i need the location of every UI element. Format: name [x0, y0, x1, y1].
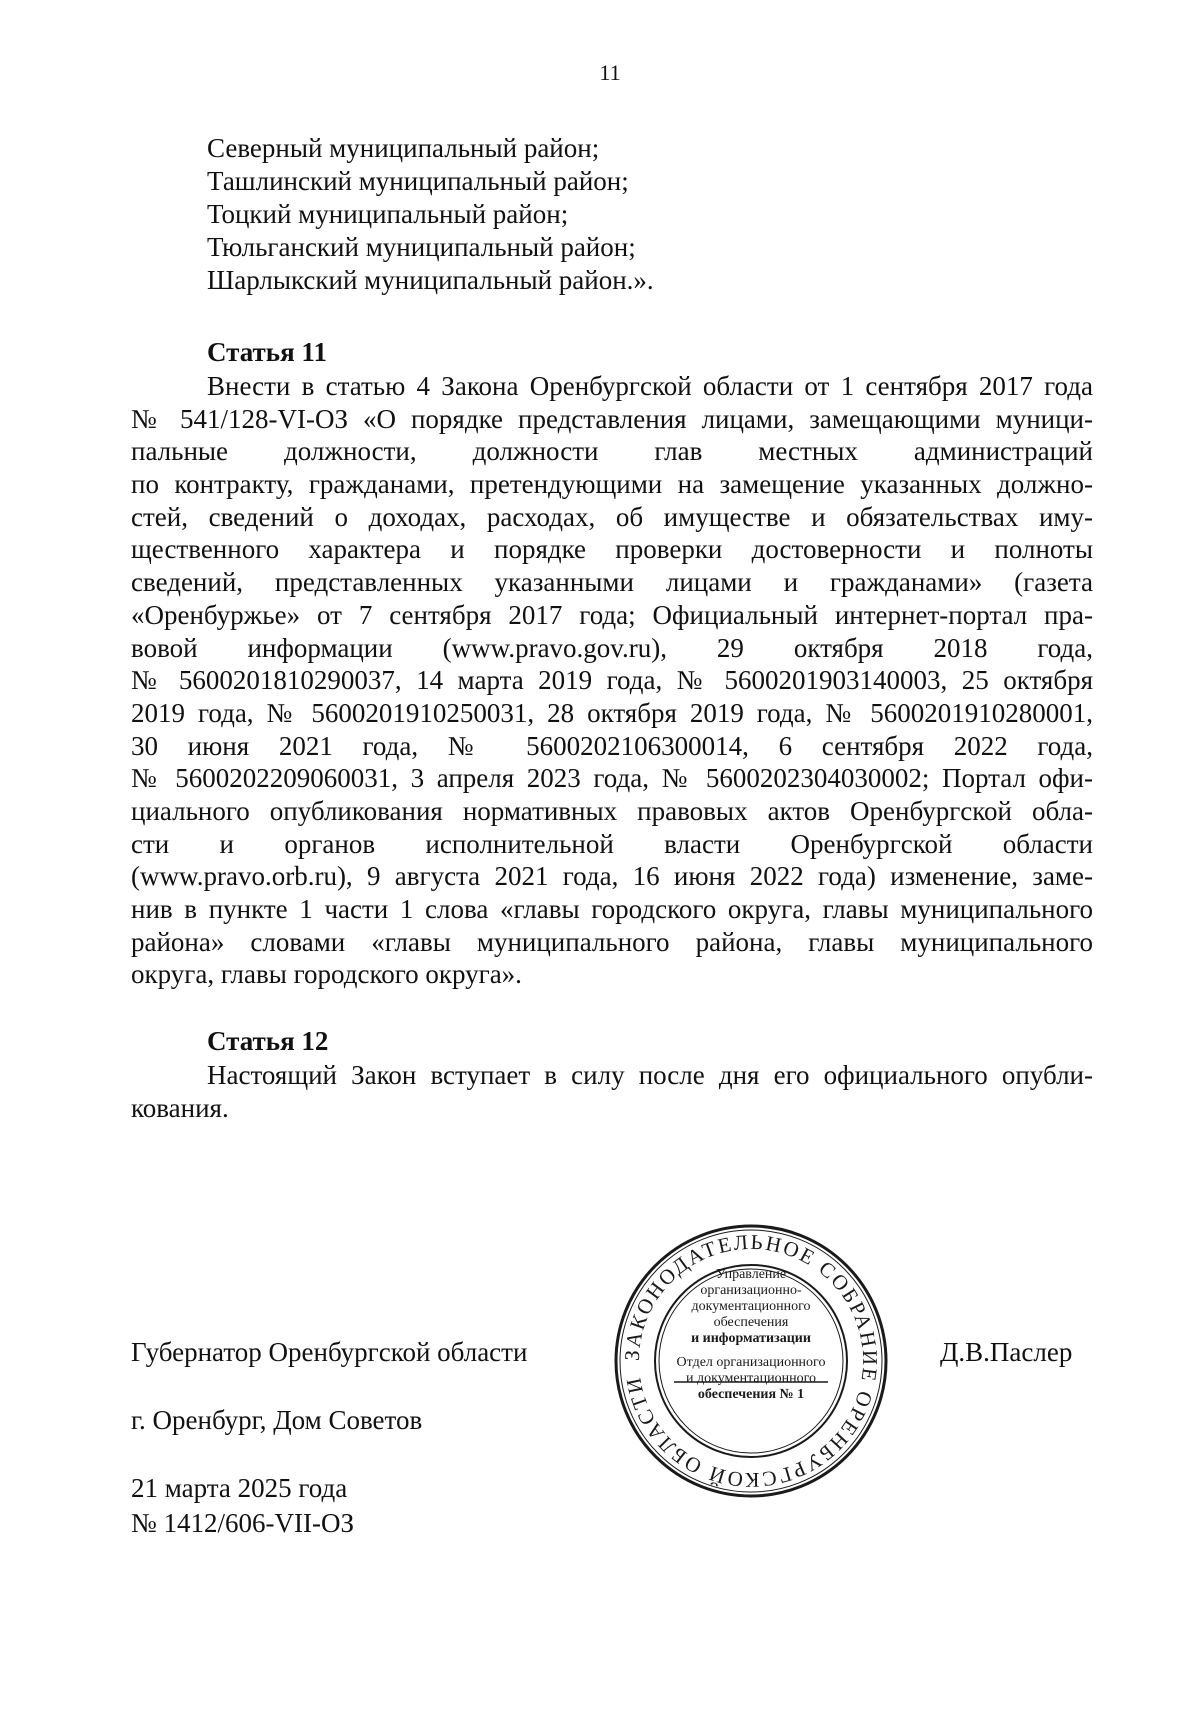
article-11-line: вовой информации (www.pravo.gov.ru), 29 октября 2018 года, — [131, 632, 1093, 663]
article-11-line: щественного характера и порядке проверки достоверности и полноты — [131, 534, 1093, 565]
article-11-line: сведений, представленных указанными лицами и гражданами» (газета — [131, 567, 1093, 598]
article-11-line: № 541/128-VI-ОЗ «О порядке представления лицами, замещающими муници- — [131, 403, 1093, 434]
seal-text-line: обеспечения № 1 — [697, 1387, 805, 1402]
law-number: № 1412/606-VII-ОЗ — [131, 1508, 355, 1538]
district-list — [207, 132, 1107, 297]
article-12-line: кования. — [131, 1092, 229, 1123]
list-item: Северный муниципальный район; — [207, 133, 600, 163]
signing-place: г. Оренбург, Дом Советов — [131, 1405, 423, 1435]
seal-text-line: документационного — [691, 1299, 811, 1314]
article-11-line: 2019 года, № 5600201910250031, 28 октября 2019 года, № 5600201910280001, — [131, 697, 1093, 728]
governor-title: Губернатор Оренбургской области — [131, 1337, 528, 1367]
article-11-line: циального опубликования нормативных правовых актов Оренбургской обла- — [131, 795, 1093, 826]
article-11-line: округа, главы городского округа». — [131, 959, 522, 990]
article-12-line: Настоящий Закон вступает в силу после дня его официального опубли- — [207, 1060, 1093, 1090]
official-seal — [612, 1222, 890, 1500]
article-11-line: № 5600202209060031, 3 апреля 2023 года, № 5600202304030002; Портал офи- — [131, 763, 1093, 794]
governor-name: Д.В.Паслер — [940, 1337, 1073, 1367]
seal-text-line: организационно- — [700, 1283, 802, 1298]
signing-date: 21 марта 2025 года — [131, 1473, 348, 1503]
article-11-line: стей, сведений о доходах, расходах, об имуществе и обязательствах иму- — [131, 501, 1093, 532]
article-11-heading: Статья 11 — [207, 337, 327, 367]
article-11-line: Внести в статью 4 Закона Оренбургской области от 1 сентября 2017 года — [207, 371, 1093, 401]
article-11-line: № 5600201810290037, 14 марта 2019 года, № 5600201903140003, 25 октября — [131, 665, 1093, 696]
seal-text-line: и документационного — [686, 1371, 816, 1386]
seal-text-line: и информатизации — [691, 1331, 811, 1346]
seal-inner-text — [661, 1267, 841, 1447]
seal-text-line: Управление — [715, 1267, 787, 1282]
list-item: Шарлыкский муниципальный район.». — [207, 265, 654, 295]
list-item: Тоцкий муниципальный район; — [207, 199, 569, 229]
list-item: Тюльганский муниципальный район; — [207, 232, 636, 262]
seal-text-line: Отдел организационного — [676, 1355, 826, 1370]
article-11-line: по контракту, гражданами, претендующими на замещение указанных должно- — [131, 469, 1093, 500]
seal-text-line: обеспечения — [713, 1315, 789, 1330]
article-12-heading: Статья 12 — [207, 1026, 329, 1056]
article-12-body — [131, 1059, 1093, 1124]
article-11-line: района» словами «главы муниципального района, главы муниципального — [131, 926, 1093, 957]
article-11-line: 30 июня 2021 года, № 5600202106300014, 6 сентября 2022 года, — [131, 730, 1093, 761]
article-11-body — [131, 370, 1093, 991]
article-11-line: сти и органов исполнительной власти Оренбургской области — [131, 828, 1093, 859]
svg-text:ЗАКОНОДАТЕЛЬНОЕ СОБРАНИЕ ОРЕНБ: ЗАКОНОДАТЕЛЬНОЕ СОБРАНИЕ ОРЕНБУРГСКОЙ ОБЛАСТИ — [619, 1229, 883, 1493]
list-item: Ташлинский муниципальный район; — [207, 166, 629, 196]
article-11-line: (www.pravo.orb.ru), 9 августа 2021 года, 16 июня 2022 года) изменение, заме- — [131, 861, 1093, 892]
article-11-line: нив в пункте 1 части 1 слова «главы городского округа, главы муниципального — [131, 894, 1093, 924]
article-11-line: «Оренбуржье» от 7 сентября 2017 года; Официальный интернет-портал пра- — [131, 599, 1093, 630]
article-11-line: пальные должности, должности глав местных администраций — [131, 436, 1093, 467]
page-number: 11 — [599, 60, 621, 85]
